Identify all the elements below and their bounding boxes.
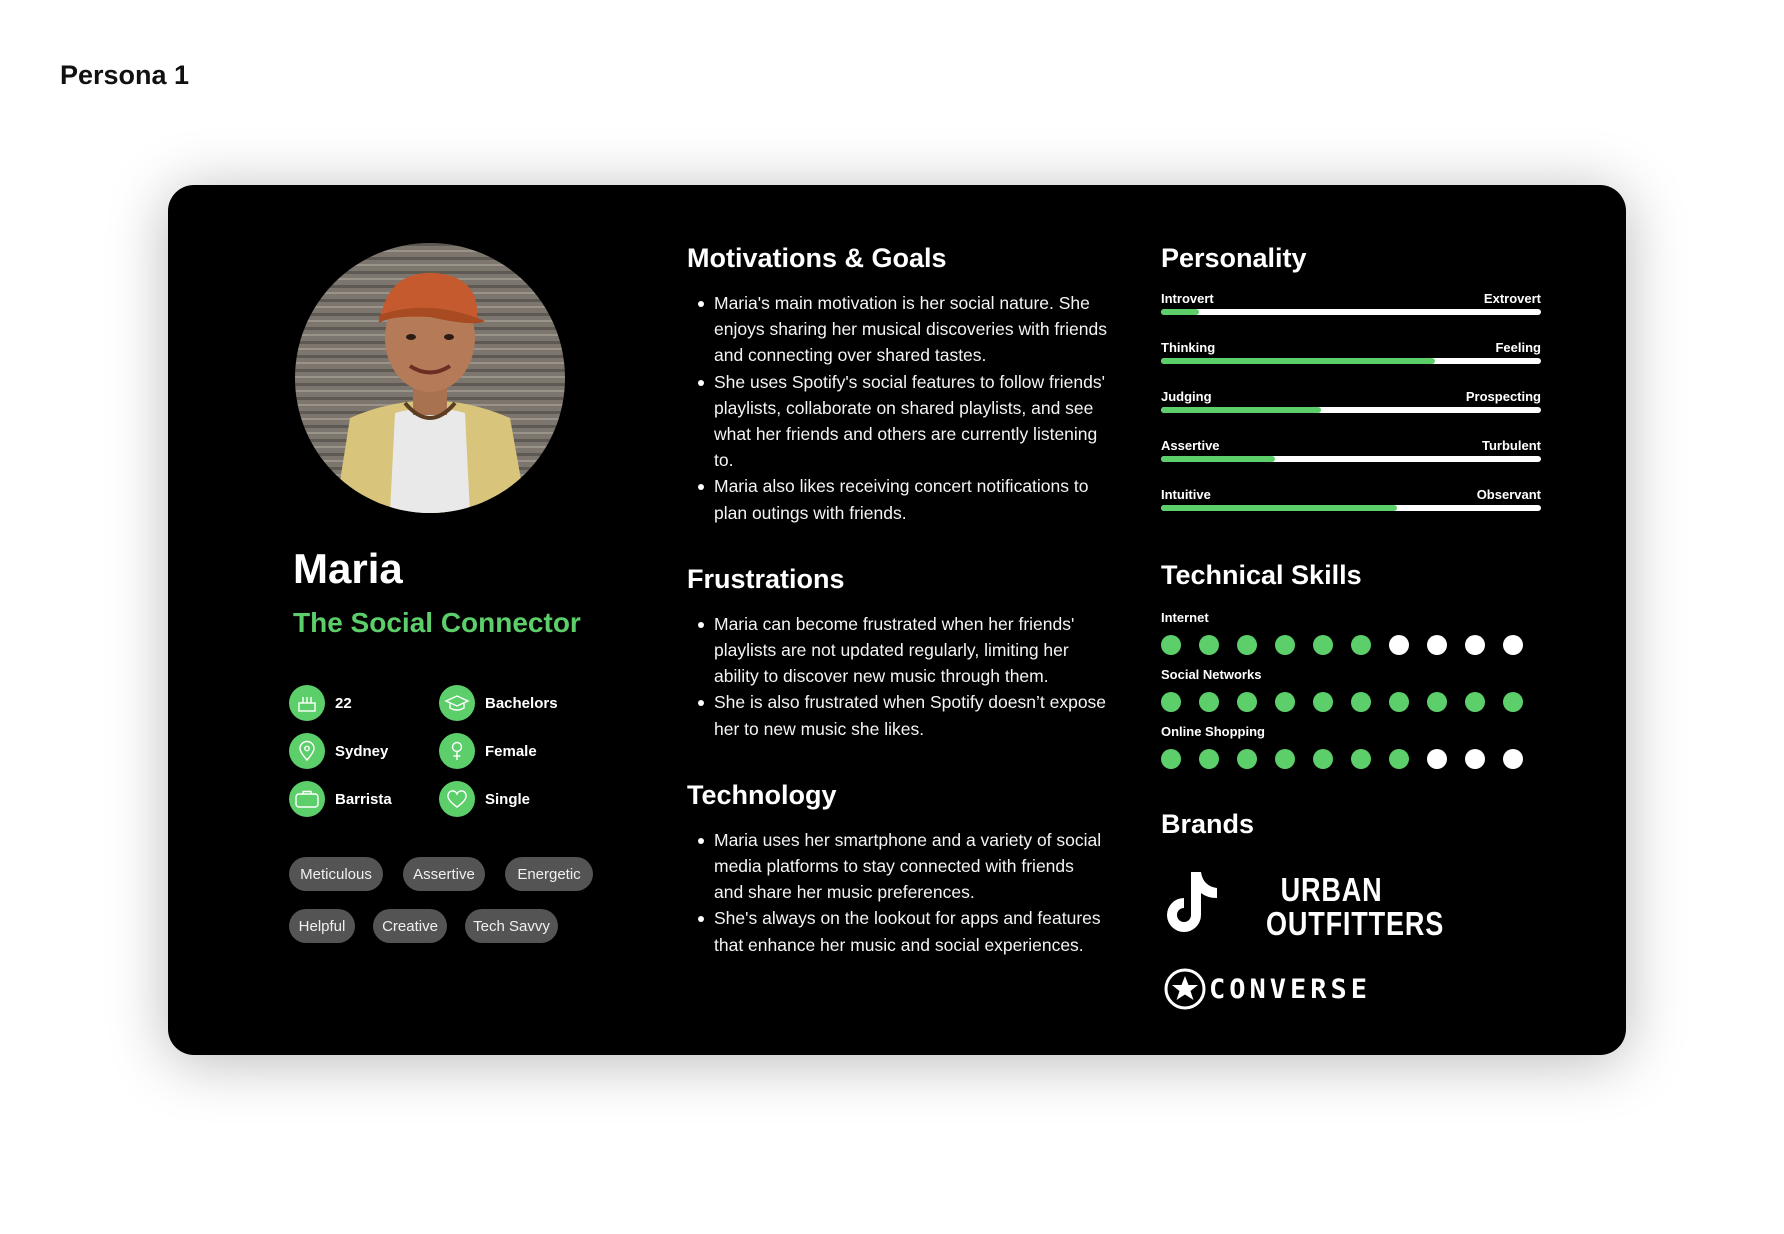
skill-row	[1161, 610, 1541, 655]
skill-dot-empty	[1427, 635, 1447, 655]
trait-chip: Assertive	[403, 857, 485, 891]
skill-label: Online Shopping	[1161, 724, 1265, 739]
brands-title: Brands	[1161, 809, 1255, 839]
skill-dot-filled	[1237, 635, 1257, 655]
fact-gender-value: Female	[485, 742, 537, 760]
skill-dot-filled	[1199, 692, 1219, 712]
skill-dot-filled	[1237, 692, 1257, 712]
scale-right-label: Feeling	[1495, 340, 1541, 355]
trait-chip: Energetic	[505, 857, 593, 891]
skill-label: Internet	[1161, 610, 1209, 625]
skill-dot-empty	[1503, 635, 1523, 655]
persona-tagline: The Social Connector	[293, 607, 581, 638]
skill-dot-filled	[1275, 635, 1295, 655]
motivations-list	[687, 290, 1107, 526]
page-title: Persona 1	[60, 60, 190, 90]
tiktok-logo-icon	[1161, 868, 1223, 943]
list-item: Maria can become frustrated when her friends' playlists are not updated regularly, limiting her ability to discover new music through them.	[687, 611, 1107, 690]
fact-age-value: 22	[335, 694, 352, 712]
gender-icon	[439, 733, 475, 769]
skill-dot-filled	[1351, 692, 1371, 712]
skill-row	[1161, 724, 1541, 769]
scale-left-label: Thinking	[1161, 340, 1216, 355]
skill-dot-filled	[1351, 635, 1371, 655]
scale-left-label: Judging	[1161, 389, 1212, 404]
technical-skills-title: Technical Skills	[1161, 560, 1362, 590]
skill-dot-empty	[1465, 749, 1485, 769]
frustrations-list	[687, 611, 1107, 742]
scale-right-label: Prospecting	[1465, 389, 1541, 404]
avatar	[295, 243, 565, 513]
scale-track	[1161, 505, 1541, 511]
skill-dot-filled	[1313, 635, 1333, 655]
urban-outfitters-logo: URBAN OUTFITTERS	[1266, 871, 1445, 942]
scale-right-label: Observant	[1476, 487, 1541, 502]
skill-dot-filled	[1275, 692, 1295, 712]
personality-scale	[1161, 438, 1551, 468]
skill-dot-filled	[1275, 749, 1295, 769]
fact-occupation	[289, 781, 392, 817]
converse-star-icon	[1163, 967, 1207, 1011]
scale-fill	[1161, 407, 1321, 413]
personality-scale	[1161, 487, 1551, 517]
list-item: She uses Spotify's social features to follow friends' playlists, collaborate on shared playlists, and see what her friends and others are currently listening to.	[687, 369, 1107, 474]
motivations-section	[687, 243, 1107, 526]
skill-dot-filled	[1351, 749, 1371, 769]
skill-dot-filled	[1161, 635, 1181, 655]
personality-title: Personality	[1161, 243, 1307, 273]
scale-fill	[1161, 456, 1275, 462]
scale-track	[1161, 309, 1541, 315]
skill-dot-filled	[1313, 749, 1333, 769]
scale-fill	[1161, 505, 1397, 511]
personality-scale	[1161, 340, 1551, 370]
scale-left-label: Assertive	[1161, 438, 1220, 453]
trait-chip: Creative	[373, 909, 447, 943]
list-item: Maria also likes receiving concert notifications to plan outings with friends.	[687, 473, 1107, 525]
skill-dot-empty	[1389, 635, 1409, 655]
scale-track	[1161, 358, 1541, 364]
skill-dot-filled	[1427, 692, 1447, 712]
fact-education-value: Bachelors	[485, 694, 558, 712]
skill-dot-filled	[1199, 749, 1219, 769]
fact-gender	[439, 733, 537, 769]
technology-title: Technology	[687, 779, 837, 810]
briefcase-icon	[289, 781, 325, 817]
portrait-photo	[295, 243, 565, 513]
skill-row	[1161, 667, 1541, 712]
skill-dot-filled	[1161, 692, 1181, 712]
cake-icon	[289, 685, 325, 721]
scale-fill	[1161, 358, 1435, 364]
skill-dot-filled	[1389, 749, 1409, 769]
list-item: Maria uses her smartphone and a variety of social media platforms to stay connected with friends and share her music preferences.	[687, 827, 1107, 906]
skill-label: Social Networks	[1161, 667, 1262, 682]
skill-rating-dots	[1161, 692, 1541, 712]
fact-education	[439, 685, 558, 721]
skill-dot-filled	[1161, 749, 1181, 769]
list-item: She's always on the lookout for apps and features that enhance her music and social experiences.	[687, 905, 1107, 957]
trait-chip: Meticulous	[289, 857, 383, 891]
skill-dot-filled	[1199, 635, 1219, 655]
skill-dot-filled	[1465, 692, 1485, 712]
attributes-column	[1161, 243, 1551, 1005]
persona-name: Maria	[293, 545, 403, 592]
scale-right-label: Extrovert	[1483, 291, 1541, 306]
technology-section	[687, 780, 1107, 958]
skill-dot-filled	[1313, 692, 1333, 712]
fact-occupation-value: Barrista	[335, 790, 392, 808]
location-pin-icon	[289, 733, 325, 769]
scale-left-label: Intuitive	[1161, 487, 1211, 502]
fact-relationship-value: Single	[485, 790, 531, 808]
narrative-column	[687, 243, 1107, 958]
heart-icon	[439, 781, 475, 817]
technology-list	[687, 827, 1107, 958]
fact-relationship	[439, 781, 530, 817]
list-item: She is also frustrated when Spotify doesn’t expose her to new music she likes.	[687, 689, 1107, 741]
fact-location-value: Sydney	[335, 742, 389, 760]
trait-chip: Tech Savvy	[465, 909, 558, 943]
scale-left-label: Introvert	[1161, 291, 1214, 306]
frustrations-title: Frustrations	[687, 563, 845, 594]
list-item: Maria's main motivation is her social nature. She enjoys sharing her musical discoveries with friends and connecting over shared tastes.	[687, 290, 1107, 369]
skill-dot-filled	[1503, 692, 1523, 712]
fact-age	[289, 685, 352, 721]
trait-chip: Helpful	[289, 909, 355, 943]
scale-fill	[1161, 309, 1199, 315]
skill-dot-empty	[1503, 749, 1523, 769]
scale-right-label: Turbulent	[1482, 438, 1541, 453]
skill-dot-empty	[1427, 749, 1447, 769]
skill-dot-filled	[1237, 749, 1257, 769]
skill-dot-filled	[1389, 692, 1409, 712]
skill-rating-dots	[1161, 635, 1541, 655]
personality-scale	[1161, 389, 1551, 419]
motivations-title: Motivations & Goals	[687, 243, 947, 273]
personality-scale	[1161, 291, 1551, 321]
fact-location	[289, 733, 388, 769]
skill-dot-empty	[1465, 635, 1485, 655]
frustrations-section	[687, 564, 1107, 742]
converse-wordmark: CONVERSE	[1209, 973, 1372, 1005]
graduation-cap-icon	[439, 685, 475, 721]
scale-track	[1161, 456, 1541, 462]
converse-logo	[1163, 967, 1371, 1011]
skill-rating-dots	[1161, 749, 1541, 769]
persona-card	[168, 185, 1626, 1055]
scale-track	[1161, 407, 1541, 413]
